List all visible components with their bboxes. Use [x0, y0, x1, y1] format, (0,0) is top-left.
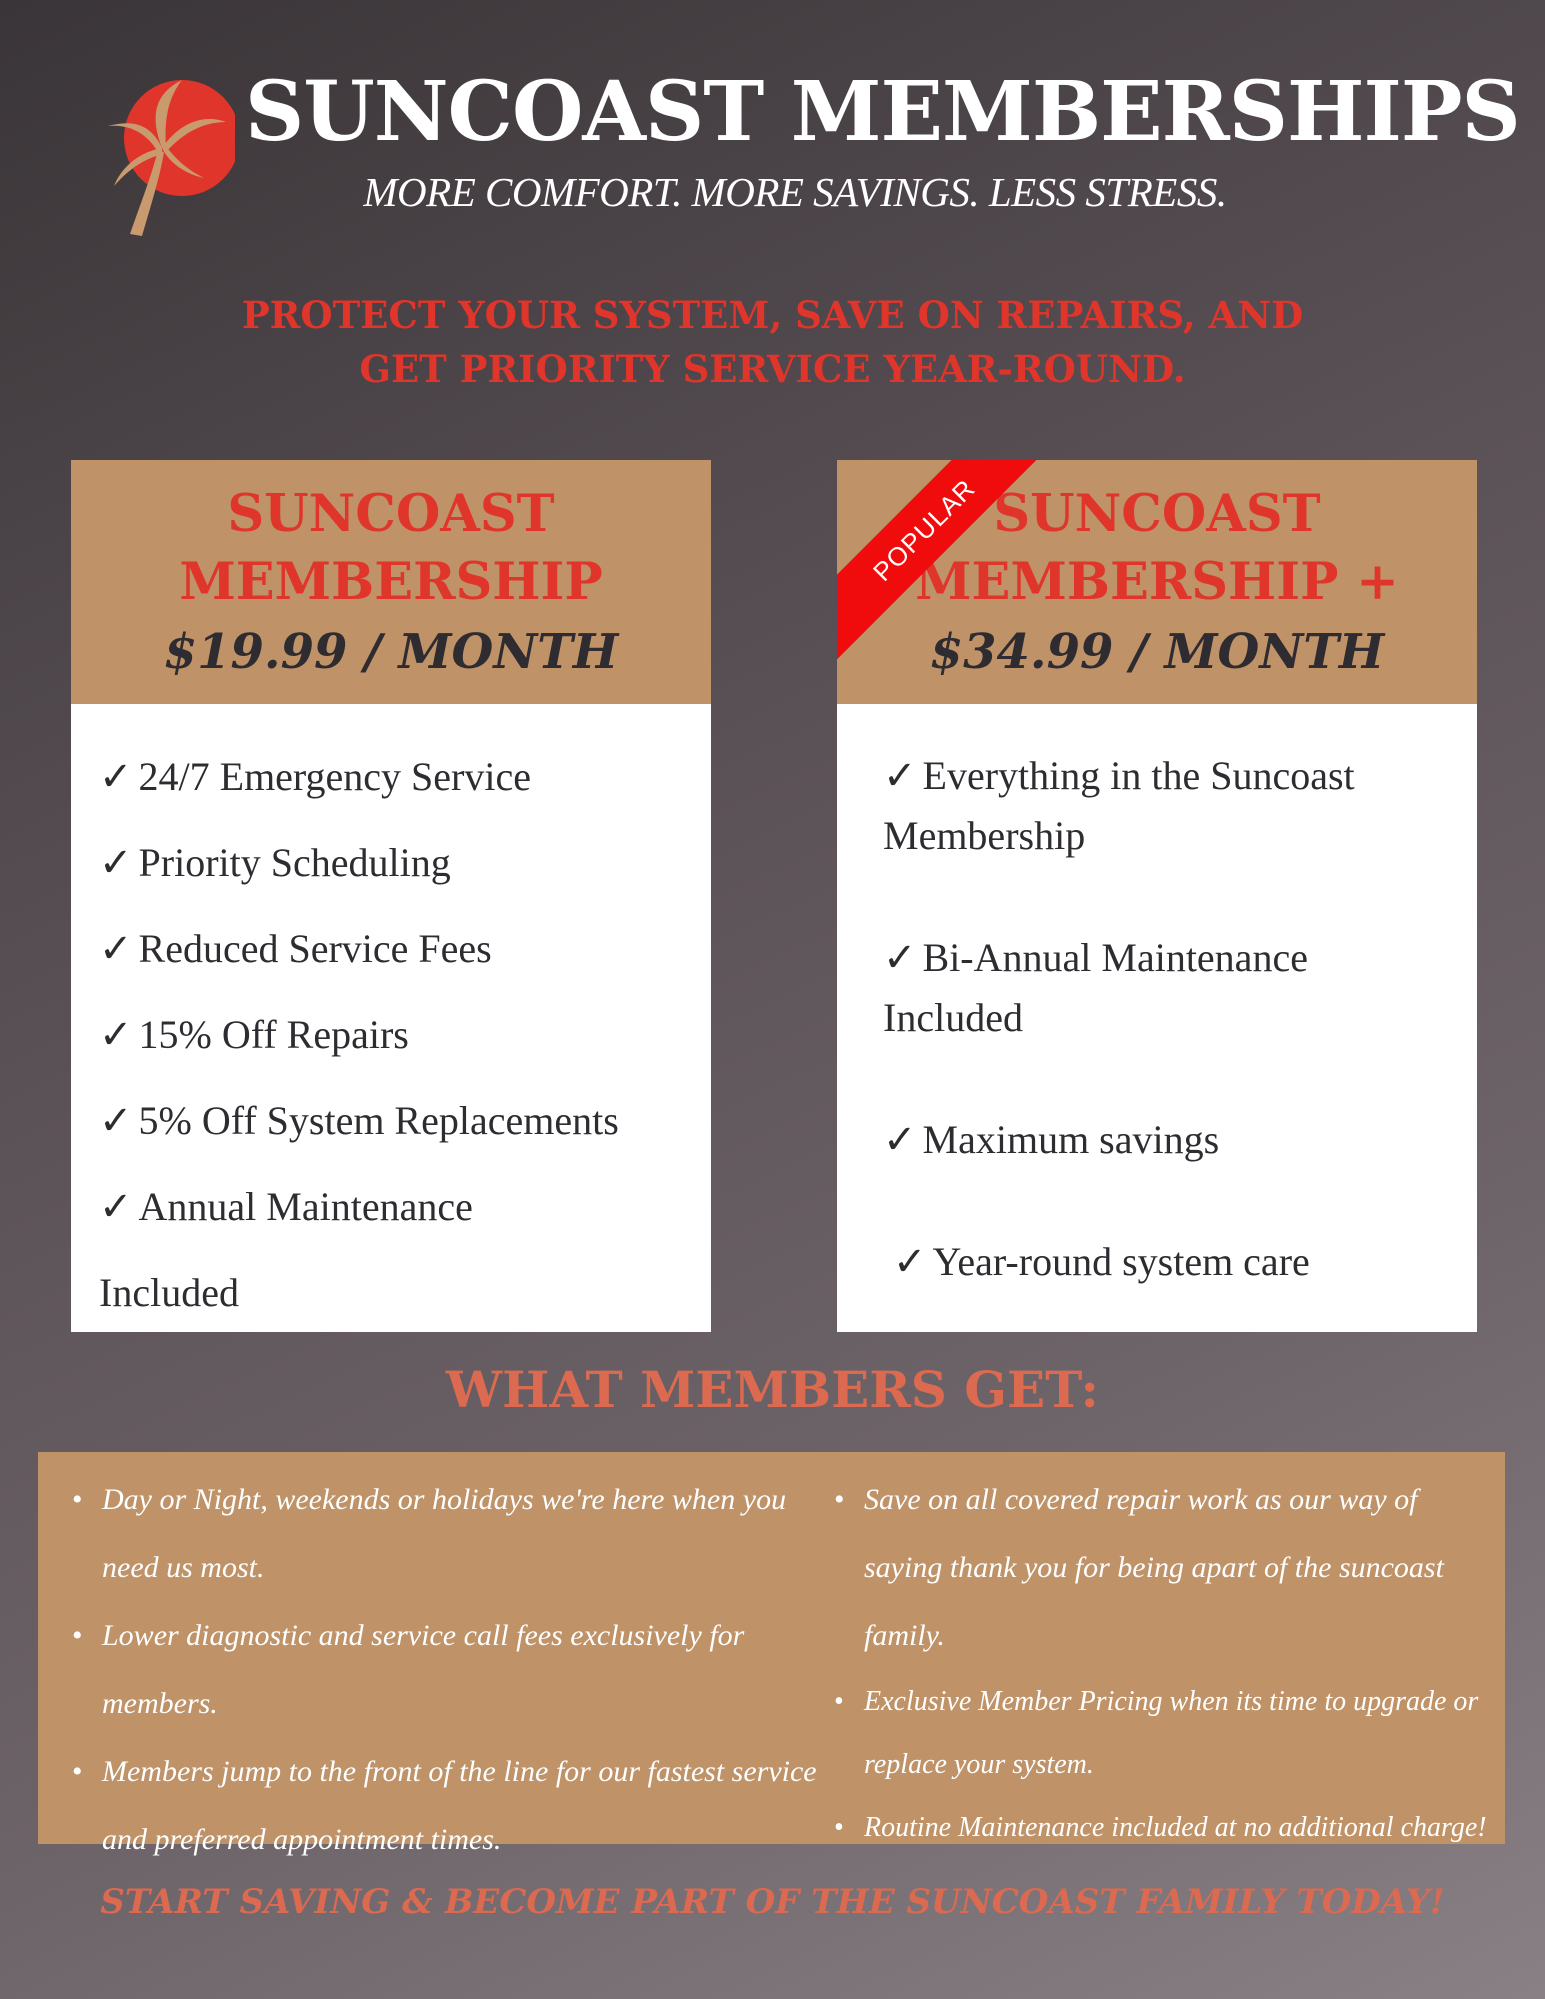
benefit-item: • Exclusive Member Pricing when its time to upgrade or replace your system.: [820, 1670, 1500, 1796]
brand-title: SUNCOAST MEMBERSHIPS: [245, 64, 1520, 160]
footer-cta: START SAVING & BECOME PART OF THE SUNCOAST FAMILY TODAY!: [100, 1882, 1445, 1922]
feature-item: [99, 1164, 691, 1250]
plan-name: [71, 460, 711, 616]
feature-text: 24/7 Emergency Service: [138, 754, 531, 799]
benefit-item: • Lower diagnostic and service call fees exclusively for members.: [58, 1602, 838, 1738]
feature-text: Maximum savings: [922, 1117, 1220, 1162]
feature-text: Year-round system care: [932, 1239, 1310, 1284]
feature-item: [883, 1110, 1453, 1170]
palm-tree-sun-icon: [100, 62, 235, 237]
check-icon: ✓: [99, 1184, 133, 1230]
benefits-panel: [38, 1452, 1505, 1856]
plan-card-header: [71, 460, 711, 704]
plan-price: $34.99 / MONTH: [929, 624, 1385, 680]
feature-text: Bi-Annual Maintenance Included: [883, 935, 1308, 1040]
check-icon: ✓: [99, 926, 133, 972]
plan-price: $19.99 / MONTH: [163, 624, 619, 680]
feature-item: [883, 1232, 1453, 1292]
feature-text: Reduced Service Fees: [138, 926, 492, 971]
plan-name-line1: SUNCOAST: [227, 484, 555, 544]
plan-name-line2: MEMBERSHIP +: [915, 552, 1399, 612]
feature-item: [99, 1078, 691, 1164]
benefits-list-left: [58, 1466, 838, 1874]
plan-card-plus: [837, 460, 1477, 1332]
feature-item: [99, 820, 691, 906]
benefit-item: • Save on all covered repair work as our way of saying thank you for being apart of the suncoast family.: [820, 1466, 1500, 1670]
feature-text: Everything in the Suncoast Membership: [883, 753, 1355, 858]
benefit-item: • Members jump to the front of the line for our fastest service and preferred appointment times.: [58, 1738, 838, 1874]
feature-item: [99, 906, 691, 992]
check-icon: ✓: [99, 1098, 133, 1144]
plan-name-line1: SUNCOAST: [993, 484, 1321, 544]
headline: PROTECT YOUR SYSTEM, SAVE ON REPAIRS, AND GET PRIORITY SERVICE YEAR-ROUND.: [241, 293, 1304, 391]
plan-name-line2: MEMBERSHIP: [179, 552, 603, 612]
benefit-item: • Day or Night, weekends or holidays we're here when you need us most.: [58, 1466, 838, 1602]
feature-item: [99, 992, 691, 1078]
check-icon: ✓: [883, 753, 917, 799]
feature-text: 15% Off Repairs: [138, 1012, 409, 1057]
check-icon: ✓: [883, 935, 917, 981]
check-icon: ✓: [883, 1117, 917, 1163]
benefit-item: • Routine Maintenance included at no additional charge!: [820, 1796, 1500, 1859]
check-icon: ✓: [99, 1012, 133, 1058]
feature-item-continuation: Included: [99, 1270, 239, 1315]
plan-card-basic: [71, 460, 711, 1332]
feature-item: [883, 746, 1453, 866]
feature-item: [883, 928, 1453, 1048]
plan-card-header: [837, 460, 1477, 704]
feature-list: [837, 704, 1477, 1292]
feature-item: [99, 734, 691, 820]
check-icon: ✓: [99, 754, 133, 800]
feature-text: Priority Scheduling: [138, 840, 451, 885]
benefits-list-right: [820, 1466, 1500, 1859]
feature-text: Annual Maintenance: [138, 1184, 473, 1229]
benefits-title: WHAT MEMBERS GET:: [445, 1360, 1099, 1419]
check-icon: ✓: [893, 1239, 927, 1285]
check-icon: ✓: [99, 840, 133, 886]
feature-list: [71, 704, 711, 1335]
popular-ribbon: POPULAR: [837, 460, 1062, 668]
brand-tagline: MORE COMFORT. MORE SAVINGS. LESS STRESS.: [363, 169, 1227, 215]
feature-text: 5% Off System Replacements: [138, 1098, 619, 1143]
